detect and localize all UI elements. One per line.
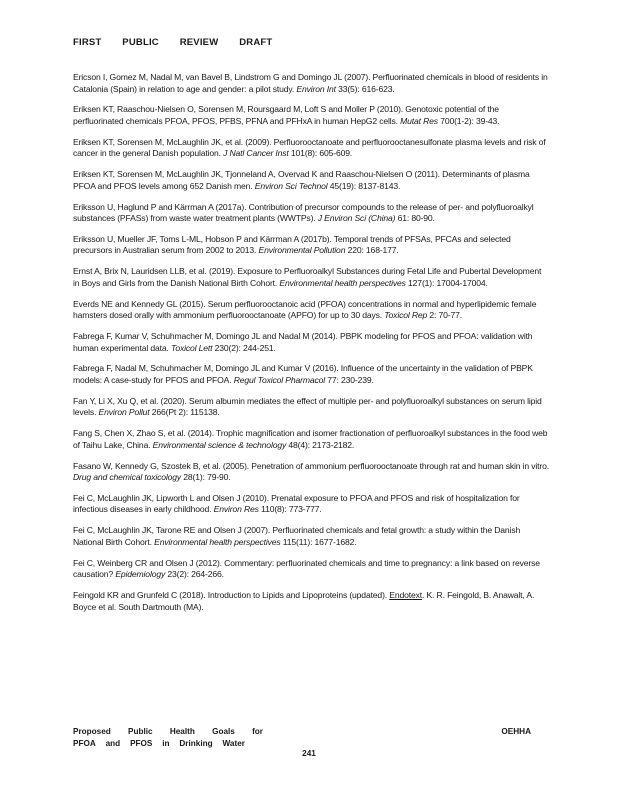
reference-text: 23(2): 264-266. xyxy=(165,569,224,580)
footer-word: Proposed xyxy=(73,727,111,736)
reference-journal: Environ Pollut xyxy=(98,407,150,418)
header-word: REVIEW xyxy=(179,37,219,48)
reference-text: 28(1): 79-90. xyxy=(181,472,231,483)
reference-journal: Regul Toxicol Pharmacol xyxy=(233,374,325,385)
footer-word: Goals xyxy=(212,727,235,736)
reference-entry xyxy=(73,266,549,289)
reference-journal: J Natl Cancer Inst xyxy=(223,148,289,159)
reference-entry xyxy=(73,590,549,613)
reference-entry xyxy=(73,234,549,257)
reference-text: Ericson I, Gomez M, Nadal M, van Bavel B, Lindstrom G and Domingo JL (2007). Perfluorinated chemicals in blood of residents in Catalonia (Spain) in relation to age and gender: a pilot study. xyxy=(73,72,548,94)
reference-entry xyxy=(73,461,549,484)
reference-entry xyxy=(73,525,549,548)
footer-word: Health xyxy=(169,727,195,736)
reference-text: Fei C, McLaughlin JK, Lipworth L and Olsen J (2010). Prenatal exposure to PFOA and PFOS and risk of hospitalization for infectious diseases in early childhood. xyxy=(73,492,520,515)
reference-text: Eriksen KT, Sorensen M, McLaughlin JK, et al. (2009). Perfluorooctanoate and perfluorooctanesulfonate plasma levels and risk of cancer in the general Danish population. xyxy=(73,136,546,159)
reference-text: 110(8): 773-777. xyxy=(258,504,322,515)
footer-word: Drinking xyxy=(179,739,213,748)
reference-text: Everds NE and Kennedy GL (2015). Serum perfluorooctanoic acid (PFOA) concentrations in normal and hyperlipidemic female hamsters dosed orally with ammonium perfluorooctanoate (APFO) for up to 30 days. xyxy=(73,298,537,321)
reference-entry xyxy=(73,299,549,322)
reference-text: Fei C, Weinberg CR and Olsen J (2012). Commentary: perfluorinated chemicals and time to pregnancy: a link based on reverse causation? xyxy=(73,557,540,580)
reference-text: Ernst A, Brix N, Lauridsen LLB, et al. (2019). Exposure to Perfluoroalkyl Substances during Fetal Life and Pubertal Development in Boys and Girls from the Danish National Birth Cohort. xyxy=(73,266,542,288)
reference-journal: Environmental Pollution xyxy=(258,245,346,256)
reference-journal: Environ Res xyxy=(213,504,259,515)
reference-text: 266(Pt 2): 115138. xyxy=(149,407,220,418)
reference-journal: Epidemiology xyxy=(115,569,166,580)
reference-entry xyxy=(73,104,549,127)
reference-list xyxy=(73,72,549,622)
reference-entry xyxy=(73,396,549,419)
reference-text: . K. R. Feingold, B. Anawalt, A. Boyce et al. South Dartmouth (MA). xyxy=(73,590,535,612)
reference-text: Feingold KR and Grunfeld C (2018). Introduction to Lipids and Lipoproteins (updated). xyxy=(73,590,390,600)
footer-word: PFOA xyxy=(73,739,96,748)
reference-text: Fabrega F, Kumar V, Schuhmacher M, Domingo JL and Nadal M (2014). PBPK modeling for PFOS and PFOA: validation with human experimental data. xyxy=(73,331,533,353)
reference-entry xyxy=(73,169,549,192)
reference-text: 48(4): 2173-2182. xyxy=(286,439,355,450)
reference-text: Fan Y, Li X, Xu Q, et al. (2020). Serum albumin mediates the effect of multiple per- and polyfluoroalkyl substances on serum lipid levels. xyxy=(73,395,542,418)
reference-text: 77: 230-239. xyxy=(325,374,374,385)
reference-entry xyxy=(73,363,549,386)
reference-journal: J Environ Sci (China) xyxy=(317,213,396,224)
reference-text: Eriksson U, Mueller JF, Toms L-ML, Hobson P and Kärrman A (2017b). Temporal trends of PFSAs, PFCAs and selected precursors in Australian serum from 2002 to 2013. xyxy=(73,233,511,256)
reference-entry xyxy=(73,331,549,354)
reference-text: Eriksen KT, Sorensen M, McLaughlin JK, Tjonneland A, Overvad K and Raaschou-Nielsen O (2011). Determinants of plasma PFOA and PFOS levels among 652 Danish men. xyxy=(73,169,530,191)
reference-journal: Environmental science & technology xyxy=(152,439,287,450)
reference-text: 700(1-2): 39-43. xyxy=(437,115,500,126)
reference-entry xyxy=(73,493,549,516)
draft-header xyxy=(73,37,373,48)
reference-entry xyxy=(73,72,549,95)
reference-text: 127(1): 17004-17004. xyxy=(405,277,488,288)
reference-entry xyxy=(73,137,549,160)
header-word: DRAFT xyxy=(239,37,273,48)
reference-text: Eriksen KT, Raaschou-Nielsen O, Sorensen M, Roursgaard M, Loft S and Moller P (2010). Genotoxic potential of the perfluorinated chemicals PFOA, PFOS, PFBS, PFNA and PFHxA in human HepG2 cells. xyxy=(73,104,499,126)
reference-text: 220: 168-177. xyxy=(345,245,399,256)
header-word: PUBLIC xyxy=(122,37,159,48)
reference-journal: Mutat Res xyxy=(400,115,438,126)
reference-text: 2: 70-77. xyxy=(427,310,462,321)
reference-text: 115(11): 1677-1682. xyxy=(280,536,357,547)
reference-journal: Environmental health perspectives xyxy=(279,277,406,288)
reference-text: 230(2): 244-251. xyxy=(212,342,276,353)
footer-word: and xyxy=(105,739,121,748)
reference-entry xyxy=(73,558,549,581)
reference-text: 33(5): 616-623. xyxy=(335,83,395,94)
reference-text: Eriksson U, Haglund P and Kärrman A (2017a). Contribution of precursor compounds to the release of per- and polyfluoroalkyl substances (PFASs) from waste water treatment plants (WWTPs). xyxy=(73,201,534,224)
reference-text: Fang S, Chen X, Zhao S, et al. (2014). Trophic magnification and isomer fractionation of perfluoroalkyl substances in the food web of Taihu Lake, China. xyxy=(73,428,548,450)
reference-journal: Drug and chemical toxicology xyxy=(73,472,182,483)
reference-text: Fei C, McLaughlin JK, Tarone RE and Olsen J (2007). Perfluorinated chemicals and fetal growth: a study within the Danish National Birth Cohort. xyxy=(73,525,521,547)
footer-word: in xyxy=(162,739,170,748)
reference-text: 101(8): 605-609. xyxy=(288,148,353,159)
reference-text: Fasano W, Kennedy G, Szostek B, et al. (2005). Penetration of ammonium perfluorooctanoate through rat and human skin in vitro. xyxy=(73,460,549,471)
reference-entry xyxy=(73,428,549,451)
reference-text: 61: 80-90. xyxy=(395,213,435,224)
footer-word: for xyxy=(252,727,263,736)
reference-journal: Toxicol Lett xyxy=(171,342,213,353)
reference-journal: Environ Sci Technol xyxy=(254,180,328,191)
header-word: FIRST xyxy=(73,37,102,48)
footer-agency: OEHHA xyxy=(501,727,531,736)
reference-journal: Environ Int xyxy=(296,83,336,94)
reference-text: Fabrega F, Nadal M, Schuhmacher M, Domingo JL and Kumar V (2016). Influence of the uncertainty in the validation of PBPK models: A case-study for PFOS and PFOA. xyxy=(73,363,533,385)
reference-journal: Environmental health perspectives xyxy=(154,536,281,547)
footer-word: Water xyxy=(222,739,245,748)
reference-text: 45(19): 8137-8143. xyxy=(327,180,401,191)
reference-link[interactable]: Endotext xyxy=(389,590,422,600)
page-number: 241 xyxy=(302,749,316,758)
reference-entry xyxy=(73,202,549,225)
footer-document-title xyxy=(73,726,263,750)
footer-word: PFOS xyxy=(130,739,153,748)
footer-word: Public xyxy=(128,727,153,736)
reference-journal: Toxicol Rep xyxy=(384,310,428,321)
